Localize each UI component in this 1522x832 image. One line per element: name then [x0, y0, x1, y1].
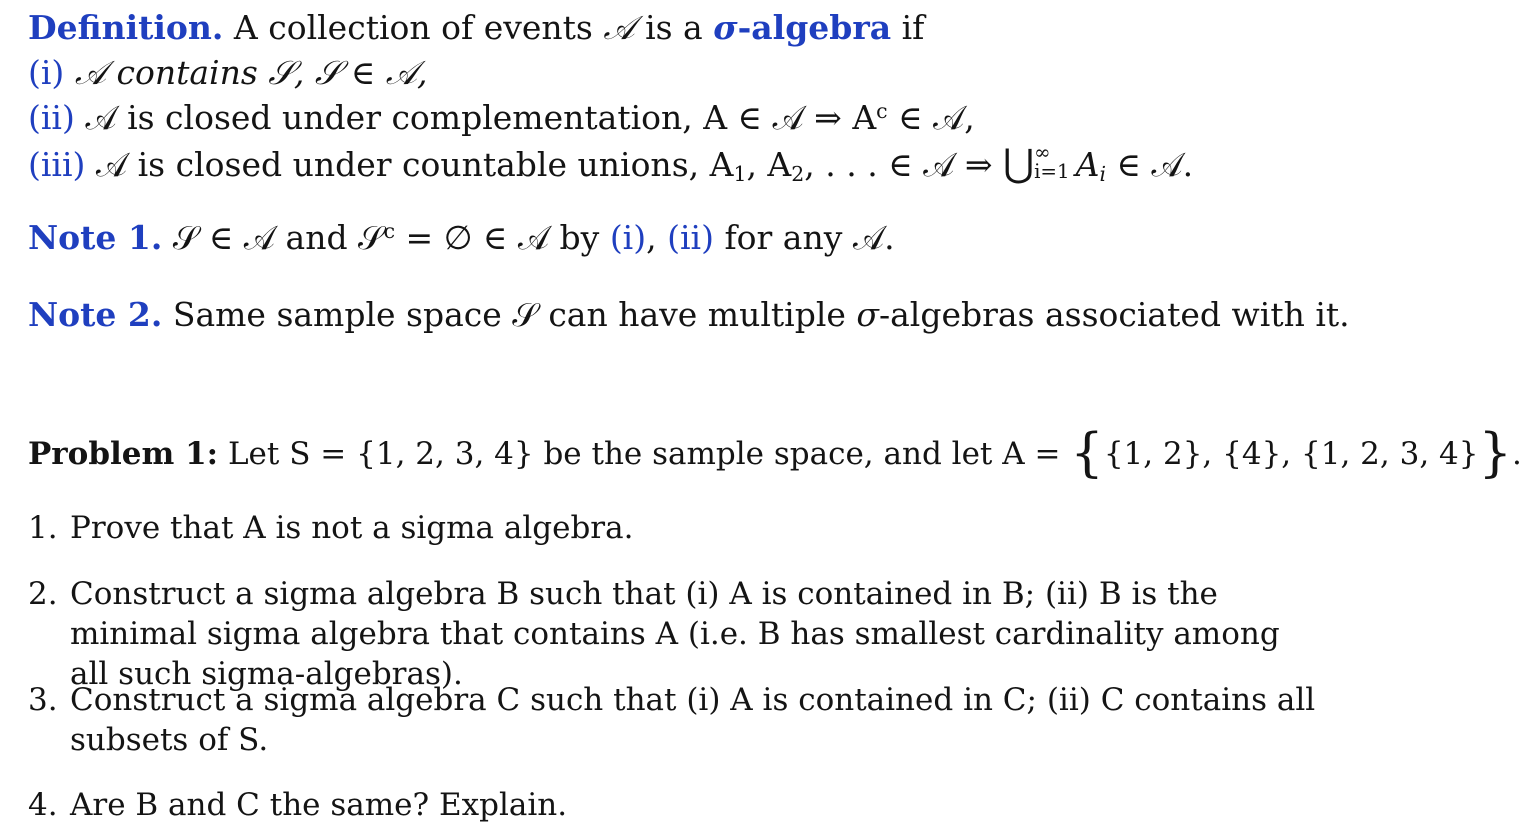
note-1 — [28, 218, 895, 258]
problem-text: Let S = {1, 2, 3, 4} be the sample space, and let A = — [227, 436, 1071, 472]
item-marker: (i) — [28, 53, 65, 92]
question-item — [28, 680, 1318, 760]
union-lower-limit: i=1 — [1034, 159, 1070, 183]
sigma-algebra-term — [713, 8, 891, 47]
item-mid: , A — [746, 145, 792, 184]
item-marker: (iii) — [28, 145, 86, 184]
definition-intro: A collection of events — [233, 8, 593, 47]
definition-item-2 — [28, 98, 975, 138]
note-2-label: Note 2. — [28, 295, 163, 334]
item-tail: ∈ 𝒜, — [887, 98, 975, 137]
question-item — [28, 785, 1318, 825]
union-term: A — [1075, 145, 1100, 184]
sigma-symbol: σ — [856, 295, 879, 334]
ref-ii-link[interactable]: (ii) — [667, 218, 714, 257]
note-2-text-a: Same sample space 𝒮 can have multiple — [172, 295, 857, 334]
ref-i-link[interactable]: (i) — [609, 218, 647, 257]
note-1-text-c: for any 𝒜. — [713, 218, 895, 257]
subscript-1: 1 — [733, 162, 747, 187]
union-symbol: ⋃ — [1002, 141, 1035, 185]
definition-item-1 — [28, 53, 427, 93]
algebra-term: -algebra — [737, 8, 892, 47]
is-a-text: is a — [645, 8, 703, 47]
item-marker: (ii) — [28, 98, 75, 137]
complement-superscript: c — [876, 98, 888, 123]
set-elements: {1, 2}, {4}, {1, 2, 3, 4} — [1103, 436, 1479, 472]
definition-heading-line — [28, 8, 924, 48]
note-2 — [28, 295, 1350, 335]
problem-statement — [28, 422, 1522, 484]
union-limits — [1034, 141, 1070, 183]
item-text-a: 𝒜 is closed under countable unions, A — [95, 145, 734, 184]
question-number: 4. — [28, 787, 58, 823]
subscript-i: i — [1099, 162, 1106, 187]
union-upper-limit: ∞ — [1034, 141, 1051, 165]
question-number: 1. — [28, 510, 58, 546]
item-text: 𝒜 contains 𝒮, 𝒮 ∈ 𝒜, — [74, 53, 428, 92]
note-1-comma: , — [646, 218, 668, 257]
sigma-symbol: σ — [713, 8, 738, 47]
note-2-text-b: -algebras associated with it. — [878, 295, 1350, 334]
question-text: Construct a sigma algebra C such that (i) A is contained in C; (ii) C contains all subsets of S. — [70, 682, 1316, 758]
collection-symbol: 𝒜 — [603, 8, 635, 47]
definition-item-3 — [28, 143, 1193, 185]
complement-superscript: c — [383, 218, 396, 243]
problem-label: Problem 1: — [28, 436, 219, 472]
if-text: if — [901, 8, 925, 47]
note-1-label: Note 1. — [28, 218, 163, 257]
note-1-text-b: = ∅ ∈ 𝒜 by — [395, 218, 610, 257]
question-item — [28, 574, 1318, 694]
question-text: Construct a sigma algebra B such that (i) A is contained in B; (ii) B is the minimal sigma algebra that contains A (i.e. B has smallest cardinality among all such sigma-algebras). — [70, 576, 1280, 692]
problem-end: . — [1512, 436, 1522, 472]
subscript-2: 2 — [791, 162, 805, 187]
item-tail: ∈ 𝒜. — [1105, 145, 1194, 184]
question-item — [28, 508, 1318, 548]
question-text: Are B and C the same? Explain. — [70, 787, 568, 823]
item-text-b: , . . . ∈ 𝒜 ⇒ — [804, 145, 1003, 184]
question-number: 2. — [28, 576, 58, 612]
note-1-text-a: 𝒮 ∈ 𝒜 and 𝒮 — [172, 218, 384, 257]
left-brace: { — [1070, 422, 1104, 484]
question-number: 3. — [28, 682, 58, 718]
item-text: 𝒜 is closed under complementation, A ∈ 𝒜 ⇒ A — [85, 98, 877, 137]
question-text: Prove that A is not a sigma algebra. — [70, 510, 634, 546]
definition-label: Definition. — [28, 8, 224, 47]
right-brace: } — [1478, 422, 1513, 484]
